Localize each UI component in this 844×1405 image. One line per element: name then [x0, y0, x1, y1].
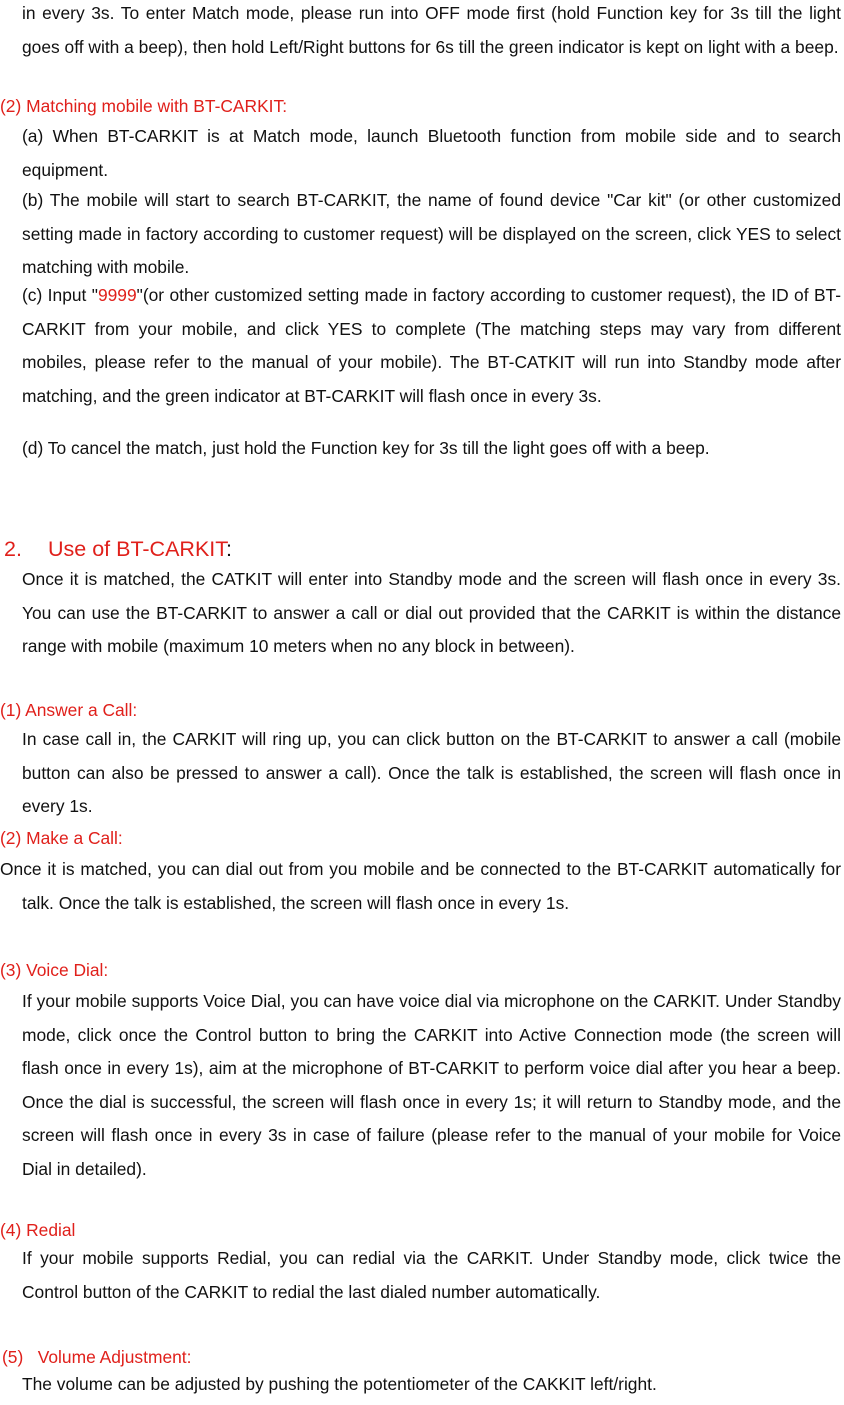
matching-step-d: (d) To cancel the match, just hold the Function key for 3s till the light goes off with a beep.: [22, 438, 710, 458]
matching-heading: (2) Matching mobile with BT-CARKIT:: [0, 96, 288, 116]
redial-text: If your mobile supports Redial, you can redial via the CARKIT. Under Standby mode, click twice the Control button of the CARKIT to redial the last dialed number automatically.: [22, 1248, 841, 1302]
intro-paragraph: in every 3s. To enter Match mode, please run into OFF mode first (hold Function key for 3s till the light goes off with a beep), then hold Left/Right buttons for 6s till the green indicator is kept on light with a beep.: [22, 3, 841, 57]
section-number: 2.: [4, 537, 22, 561]
section-heading: [4, 535, 232, 563]
make-call-heading: (2) Make a Call:: [0, 828, 123, 848]
default-pin-code: 9999: [97, 285, 137, 305]
section-title: Use of BT-CARKIT: [48, 537, 227, 561]
make-call-text-body: Once it is matched, you can dial out from you mobile and be connected to the BT-CARKIT automatically for talk. Once the talk is established, the screen will flash once in every 1s.: [0, 859, 841, 913]
matching-step-c-pre: (c) Input ": [22, 285, 98, 305]
matching-step-c-post: "(or other customized setting made in factory according to customer request), the ID of BT-CARKIT from your mobile, and click YES to complete (The matching steps may vary from different mobiles, please refer to the manual of your mobile). The BT-CATKIT will run into Standby mode after matching, and the green indicator at BT-CARKIT will flash once in every 3s.: [22, 285, 841, 406]
answer-call-text: In case call in, the CARKIT will ring up, you can click button on the BT-CARKIT to answer a call (mobile button can also be pressed to answer a call). Once the talk is established, the screen will flash once in every 1s.: [22, 729, 841, 817]
volume-heading: (5) Volume Adjustment:: [2, 1347, 192, 1367]
redial-heading: (4) Redial: [0, 1220, 76, 1240]
volume-text: The volume can be adjusted by pushing the potentiometer of the CAKKIT left/right.: [22, 1374, 657, 1394]
section-title-colon: :: [226, 537, 232, 561]
make-call-text: [0, 853, 841, 920]
section-intro: Once it is matched, the CATKIT will enter into Standby mode and the screen will flash once in every 3s. You can use the BT-CARKIT to answer a call or dial out provided that the CARKIT is within the distance range with mobile (maximum 10 meters when no any block in between).: [22, 569, 841, 657]
matching-step-b: (b) The mobile will start to search BT-CARKIT, the name of found device "Car kit" (or other customized setting made in factory according to customer request) will be displayed on the screen, click YES to select matching with mobile.: [22, 190, 841, 278]
voice-dial-text: If your mobile supports Voice Dial, you can have voice dial via microphone on the CARKIT. Under Standby mode, click once the Control button to bring the CARKIT into Active Connection mode (the screen will flash once in every 1s), aim at the microphone of BT-CARKIT to perform voice dial after you hear a beep. Once the dial is successful, the screen will flash once in every 1s; it will return to Standby mode, and the screen will flash once in every 3s in case of failure (please refer to the manual of your mobile for Voice Dial in detailed).: [22, 991, 841, 1179]
answer-call-heading: (1) Answer a Call:: [0, 700, 138, 720]
matching-step-c: [22, 279, 841, 413]
matching-step-a: (a) When BT-CARKIT is at Match mode, launch Bluetooth function from mobile side and to search equipment.: [22, 126, 841, 180]
voice-dial-heading: (3) Voice Dial:: [0, 960, 109, 980]
